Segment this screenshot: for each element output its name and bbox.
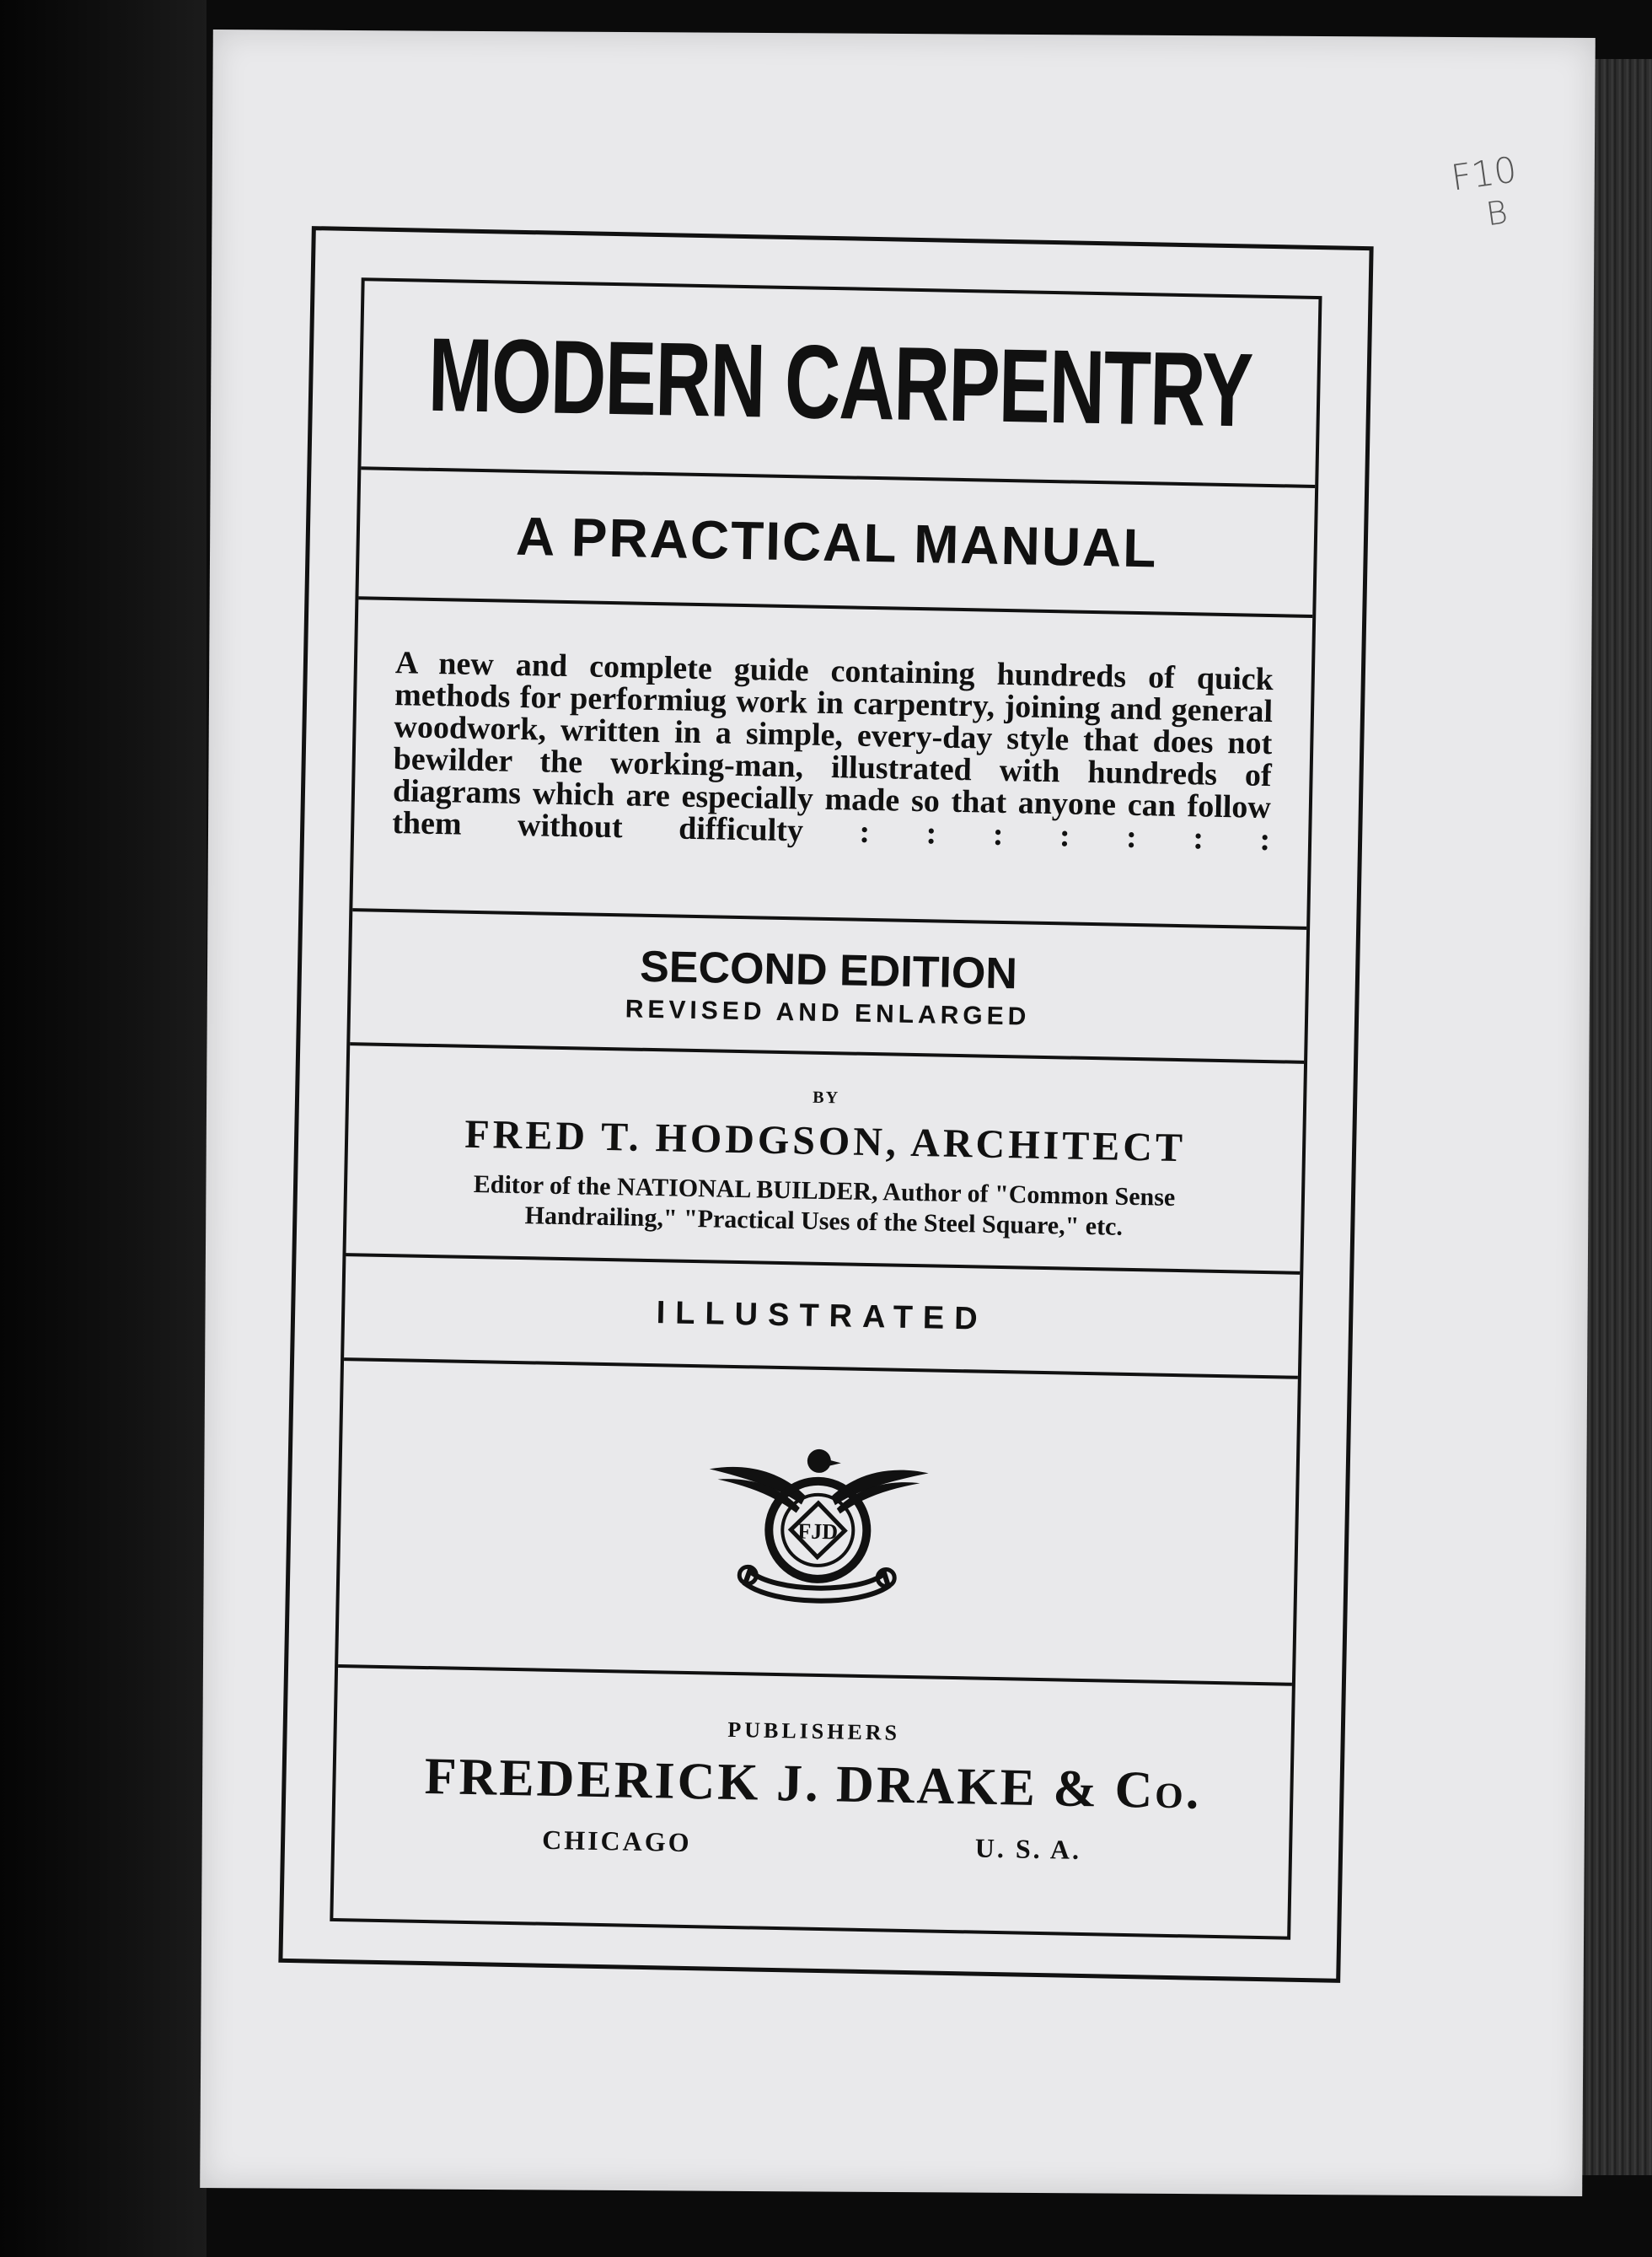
eagle-emblem-icon <box>699 1435 938 1608</box>
emblem-section <box>338 1361 1298 1686</box>
book-title: MODERN CARPENTRY <box>426 316 1253 449</box>
svg-text:FJD: FJD <box>797 1518 839 1545</box>
outer-border <box>278 226 1373 1983</box>
pencil-annotation <box>1449 146 1552 239</box>
publisher-country: U. S. A. <box>974 1832 1082 1865</box>
scan-background-left <box>0 0 206 2257</box>
publisher-name: FREDERICK J. DRAKE & Co. <box>424 1748 1203 1820</box>
publishers-label: PUBLISHERS <box>727 1717 901 1745</box>
publisher-city: CHICAGO <box>541 1824 692 1858</box>
book-subtitle: A PRACTICAL MANUAL <box>515 505 1159 579</box>
edition-section <box>350 911 1306 1064</box>
subtitle-section <box>358 470 1315 618</box>
edition-subtitle: REVISED AND ENLARGED <box>625 994 1031 1031</box>
author-name: FRED T. HODGSON, ARCHITECT <box>464 1111 1187 1171</box>
author-credits-line1: Editor of the NATIONAL BUILDER, Author of "Common Sense <box>473 1169 1176 1212</box>
author-section <box>346 1045 1304 1275</box>
pencil-annotation-line2: B <box>1483 193 1510 234</box>
illustrated-label: ILLUSTRATED <box>656 1294 989 1337</box>
illustrated-section <box>344 1256 1300 1379</box>
description-section <box>352 599 1312 930</box>
publisher-location <box>542 1824 1082 1866</box>
by-label: BY <box>813 1088 840 1108</box>
author-credits-line2: Handrailing," "Practical Uses of the Steel Square," etc. <box>524 1201 1124 1241</box>
edition-title: SECOND EDITION <box>639 942 1018 998</box>
publisher-section <box>333 1668 1291 1937</box>
book-description: A new and complete guide containing hundreds of quick methods for performiug work in carpentry, joining and general woodwork, written in a simple, every-day style that does not bewilder the working-man, illustrated with hundreds of diagrams which are especially made so that anyone can follow them without difficulty : : : : : : : <box>391 645 1274 858</box>
inner-border <box>330 277 1322 1940</box>
author-credits <box>346 1167 1301 1246</box>
pencil-annotation-line1: F10 <box>1448 148 1520 199</box>
title-section <box>361 281 1318 488</box>
